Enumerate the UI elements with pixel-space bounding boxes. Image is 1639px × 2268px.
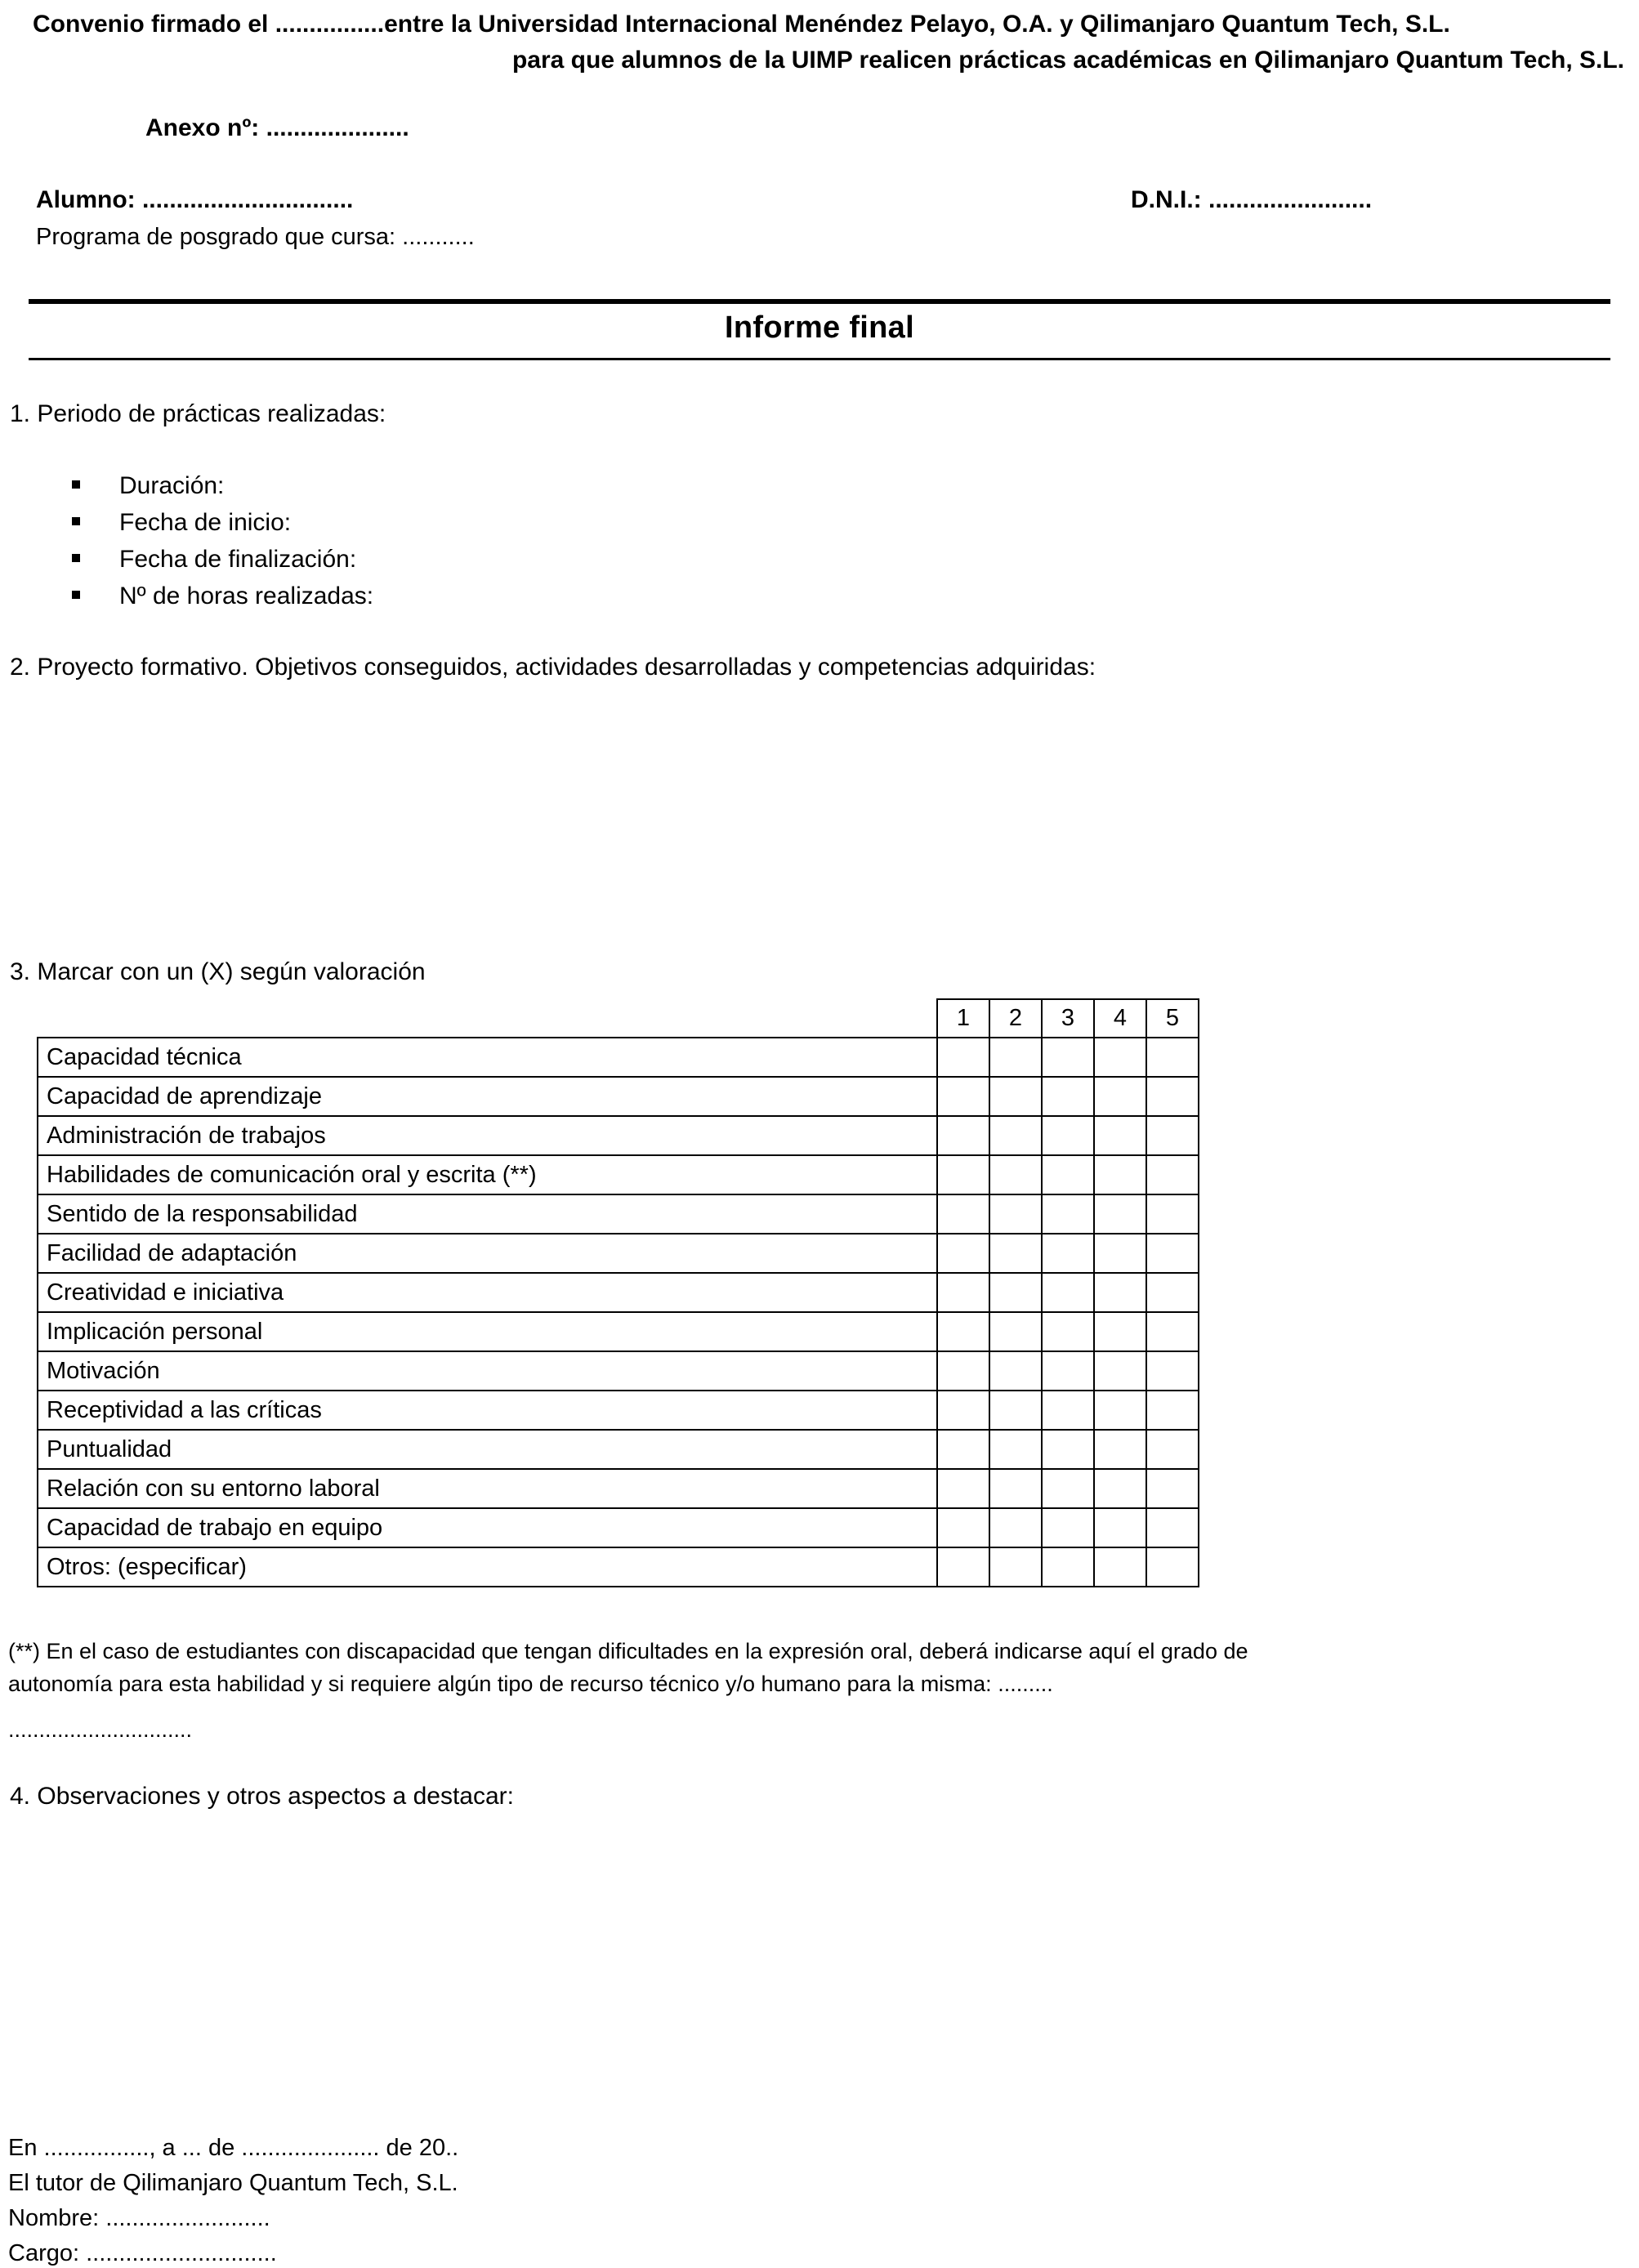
list-item-label: Fecha de finalización: xyxy=(119,546,357,573)
table-row xyxy=(38,1194,1199,1234)
criterion-label: Implicación personal xyxy=(38,1312,937,1351)
square-bullet-icon xyxy=(72,591,80,599)
list-item xyxy=(0,509,373,546)
score-checkbox-cell-1[interactable] xyxy=(937,1234,989,1273)
signature-block xyxy=(8,2131,458,2268)
disability-footnote xyxy=(8,1635,1631,1746)
score-checkbox-cell-5[interactable] xyxy=(1146,1508,1199,1547)
rating-table xyxy=(37,998,1199,1587)
score-checkbox-cell-3[interactable] xyxy=(1042,1469,1094,1508)
section-2-heading: 2. Proyecto formativo. Objetivos conseguidos, actividades desarrolladas y competencias adquiridas: xyxy=(10,654,1096,681)
score-checkbox-cell-1[interactable] xyxy=(937,1273,989,1312)
score-header-1: 1 xyxy=(937,999,989,1038)
score-checkbox-cell-3[interactable] xyxy=(1042,1312,1094,1351)
title-rule-top xyxy=(29,299,1610,304)
score-checkbox-cell-5[interactable] xyxy=(1146,1312,1199,1351)
score-checkbox-cell-1[interactable] xyxy=(937,1312,989,1351)
score-checkbox-cell-5[interactable] xyxy=(1146,1273,1199,1312)
criterion-label: Habilidades de comunicación oral y escrita (**) xyxy=(38,1155,937,1194)
score-checkbox-cell-2[interactable] xyxy=(989,1430,1042,1469)
score-header-2: 2 xyxy=(989,999,1042,1038)
section-1-heading: 1. Periodo de prácticas realizadas: xyxy=(10,400,386,427)
table-row xyxy=(38,1234,1199,1273)
score-checkbox-cell-4[interactable] xyxy=(1094,1273,1146,1312)
score-checkbox-cell-5[interactable] xyxy=(1146,1116,1199,1155)
rating-table-body xyxy=(38,1038,1199,1587)
score-checkbox-cell-3[interactable] xyxy=(1042,1234,1094,1273)
score-checkbox-cell-3[interactable] xyxy=(1042,1351,1094,1391)
criterion-label: Administración de trabajos xyxy=(38,1116,937,1155)
score-checkbox-cell-2[interactable] xyxy=(989,1077,1042,1116)
score-checkbox-cell-3[interactable] xyxy=(1042,1194,1094,1234)
score-checkbox-cell-5[interactable] xyxy=(1146,1469,1199,1508)
annex-number-field: Anexo nº: ..................... xyxy=(145,114,409,141)
score-checkbox-cell-1[interactable] xyxy=(937,1508,989,1547)
score-checkbox-cell-1[interactable] xyxy=(937,1430,989,1469)
score-checkbox-cell-4[interactable] xyxy=(1094,1116,1146,1155)
score-checkbox-cell-5[interactable] xyxy=(1146,1234,1199,1273)
square-bullet-icon xyxy=(72,480,80,489)
list-item xyxy=(0,546,373,583)
list-item xyxy=(0,472,373,509)
score-checkbox-cell-4[interactable] xyxy=(1094,1351,1146,1391)
score-checkbox-cell-3[interactable] xyxy=(1042,1038,1094,1077)
score-checkbox-cell-5[interactable] xyxy=(1146,1077,1199,1116)
score-checkbox-cell-2[interactable] xyxy=(989,1155,1042,1194)
score-checkbox-cell-1[interactable] xyxy=(937,1116,989,1155)
criterion-label: Facilidad de adaptación xyxy=(38,1234,937,1273)
score-checkbox-cell-3[interactable] xyxy=(1042,1430,1094,1469)
score-checkbox-cell-3[interactable] xyxy=(1042,1273,1094,1312)
table-row xyxy=(38,1116,1199,1155)
score-checkbox-cell-1[interactable] xyxy=(937,1351,989,1391)
table-row xyxy=(38,1038,1199,1077)
score-checkbox-cell-2[interactable] xyxy=(989,1194,1042,1234)
score-checkbox-cell-3[interactable] xyxy=(1042,1547,1094,1587)
score-checkbox-cell-3[interactable] xyxy=(1042,1391,1094,1430)
list-item-label: Nº de horas realizadas: xyxy=(119,583,374,609)
score-checkbox-cell-5[interactable] xyxy=(1146,1547,1199,1587)
criterion-label: Sentido de la responsabilidad xyxy=(38,1194,937,1234)
list-item-label: Duración: xyxy=(119,472,225,499)
score-header-5: 5 xyxy=(1146,999,1199,1038)
criterion-label: Receptividad a las críticas xyxy=(38,1391,937,1430)
section-4-heading: 4. Observaciones y otros aspectos a destacar: xyxy=(10,1783,514,1810)
score-checkbox-cell-4[interactable] xyxy=(1094,1469,1146,1508)
table-row xyxy=(38,1430,1199,1469)
score-checkbox-cell-3[interactable] xyxy=(1042,1508,1094,1547)
score-checkbox-cell-1[interactable] xyxy=(937,1547,989,1587)
score-checkbox-cell-5[interactable] xyxy=(1146,1430,1199,1469)
postgraduate-program-field: Programa de posgrado que cursa: ........... xyxy=(36,224,475,250)
score-checkbox-cell-3[interactable] xyxy=(1042,1077,1094,1116)
score-checkbox-cell-1[interactable] xyxy=(937,1194,989,1234)
header-agreement-line-2: para que alumnos de la UIMP realicen prácticas académicas en Qilimanjaro Quantum Tech, S.L. xyxy=(511,47,1624,74)
table-row xyxy=(38,1469,1199,1508)
score-header-3: 3 xyxy=(1042,999,1094,1038)
student-dni-field: D.N.I.: ........................ xyxy=(1131,186,1373,213)
score-checkbox-cell-3[interactable] xyxy=(1042,1155,1094,1194)
score-checkbox-cell-2[interactable] xyxy=(989,1234,1042,1273)
score-checkbox-cell-2[interactable] xyxy=(989,1116,1042,1155)
table-row xyxy=(38,1273,1199,1312)
table-row xyxy=(38,1155,1199,1194)
section-3-heading: 3. Marcar con un (X) según valoración xyxy=(10,958,426,985)
score-checkbox-cell-4[interactable] xyxy=(1094,1430,1146,1469)
square-bullet-icon xyxy=(72,517,80,525)
table-header-spacer xyxy=(38,999,937,1038)
document-header xyxy=(0,7,1639,78)
criterion-label: Capacidad de trabajo en equipo xyxy=(38,1508,937,1547)
title-rule-bottom xyxy=(29,358,1610,360)
table-row xyxy=(38,1547,1199,1587)
criterion-label: Puntualidad xyxy=(38,1430,937,1469)
table-row xyxy=(38,1312,1199,1351)
list-item-label: Fecha de inicio: xyxy=(119,509,292,536)
score-checkbox-cell-2[interactable] xyxy=(989,1508,1042,1547)
criterion-label: Creatividad e iniciativa xyxy=(38,1273,937,1312)
score-header-4: 4 xyxy=(1094,999,1146,1038)
square-bullet-icon xyxy=(72,554,80,562)
score-checkbox-cell-4[interactable] xyxy=(1094,1391,1146,1430)
score-checkbox-cell-4[interactable] xyxy=(1094,1312,1146,1351)
score-checkbox-cell-1[interactable] xyxy=(937,1391,989,1430)
tutor-name-field: Nombre: ......................... xyxy=(8,2205,270,2231)
table-row xyxy=(38,1077,1199,1116)
footnote-line-3: .............................. xyxy=(8,1717,193,1742)
student-name-field: Alumno: ............................... xyxy=(36,186,354,213)
table-row xyxy=(38,1508,1199,1547)
score-checkbox-cell-4[interactable] xyxy=(1094,1234,1146,1273)
criterion-label: Relación con su entorno laboral xyxy=(38,1469,937,1508)
score-checkbox-cell-2[interactable] xyxy=(989,1273,1042,1312)
table-row xyxy=(38,1391,1199,1430)
score-checkbox-cell-4[interactable] xyxy=(1094,1038,1146,1077)
place-and-date-line: En ................, a ... de ..................... de 20.. xyxy=(8,2135,459,2161)
student-identity-row xyxy=(36,186,1613,214)
tutor-company-line: El tutor de Qilimanjaro Quantum Tech, S.L. xyxy=(8,2170,458,2196)
criterion-label: Otros: (especificar) xyxy=(38,1547,937,1587)
criterion-label: Capacidad técnica xyxy=(38,1038,937,1077)
footnote-line-1: (**) En el caso de estudiantes con discapacidad que tengan dificultades en la expresión oral, deberá indicarse aquí el grado de xyxy=(8,1639,1248,1663)
score-checkbox-cell-1[interactable] xyxy=(937,1038,989,1077)
internship-period-list xyxy=(0,472,373,619)
score-checkbox-cell-2[interactable] xyxy=(989,1469,1042,1508)
score-checkbox-cell-3[interactable] xyxy=(1042,1116,1094,1155)
score-checkbox-cell-1[interactable] xyxy=(937,1155,989,1194)
score-checkbox-cell-4[interactable] xyxy=(1094,1077,1146,1116)
score-checkbox-cell-4[interactable] xyxy=(1094,1194,1146,1234)
score-checkbox-cell-5[interactable] xyxy=(1146,1351,1199,1391)
criterion-label: Capacidad de aprendizaje xyxy=(38,1077,937,1116)
score-checkbox-cell-1[interactable] xyxy=(937,1469,989,1508)
score-checkbox-cell-5[interactable] xyxy=(1146,1194,1199,1234)
rating-table-container xyxy=(37,998,1189,1587)
criterion-label: Motivación xyxy=(38,1351,937,1391)
score-checkbox-cell-2[interactable] xyxy=(989,1351,1042,1391)
header-agreement-line-1: Convenio firmado el ................entre la Universidad Internacional Menéndez Pelayo, O.A. y Qilimanjaro Quantum Tech, S.L. xyxy=(33,11,1450,38)
list-item xyxy=(0,583,373,619)
footnote-line-2: autonomía para esta habilidad y si requiere algún tipo de recurso técnico y/o humano para la misma: ......... xyxy=(8,1672,1053,1696)
score-checkbox-cell-2[interactable] xyxy=(989,1391,1042,1430)
score-checkbox-cell-5[interactable] xyxy=(1146,1038,1199,1077)
score-checkbox-cell-2[interactable] xyxy=(989,1312,1042,1351)
page-title: Informe final xyxy=(725,310,914,345)
score-checkbox-cell-2[interactable] xyxy=(989,1547,1042,1587)
score-checkbox-cell-2[interactable] xyxy=(989,1038,1042,1077)
score-checkbox-cell-4[interactable] xyxy=(1094,1155,1146,1194)
tutor-position-field: Cargo: ............................. xyxy=(8,2240,277,2266)
score-checkbox-cell-5[interactable] xyxy=(1146,1155,1199,1194)
table-row xyxy=(38,1351,1199,1391)
table-header-row xyxy=(38,999,1199,1038)
score-checkbox-cell-1[interactable] xyxy=(937,1077,989,1116)
score-checkbox-cell-4[interactable] xyxy=(1094,1508,1146,1547)
score-checkbox-cell-5[interactable] xyxy=(1146,1391,1199,1430)
score-checkbox-cell-4[interactable] xyxy=(1094,1547,1146,1587)
